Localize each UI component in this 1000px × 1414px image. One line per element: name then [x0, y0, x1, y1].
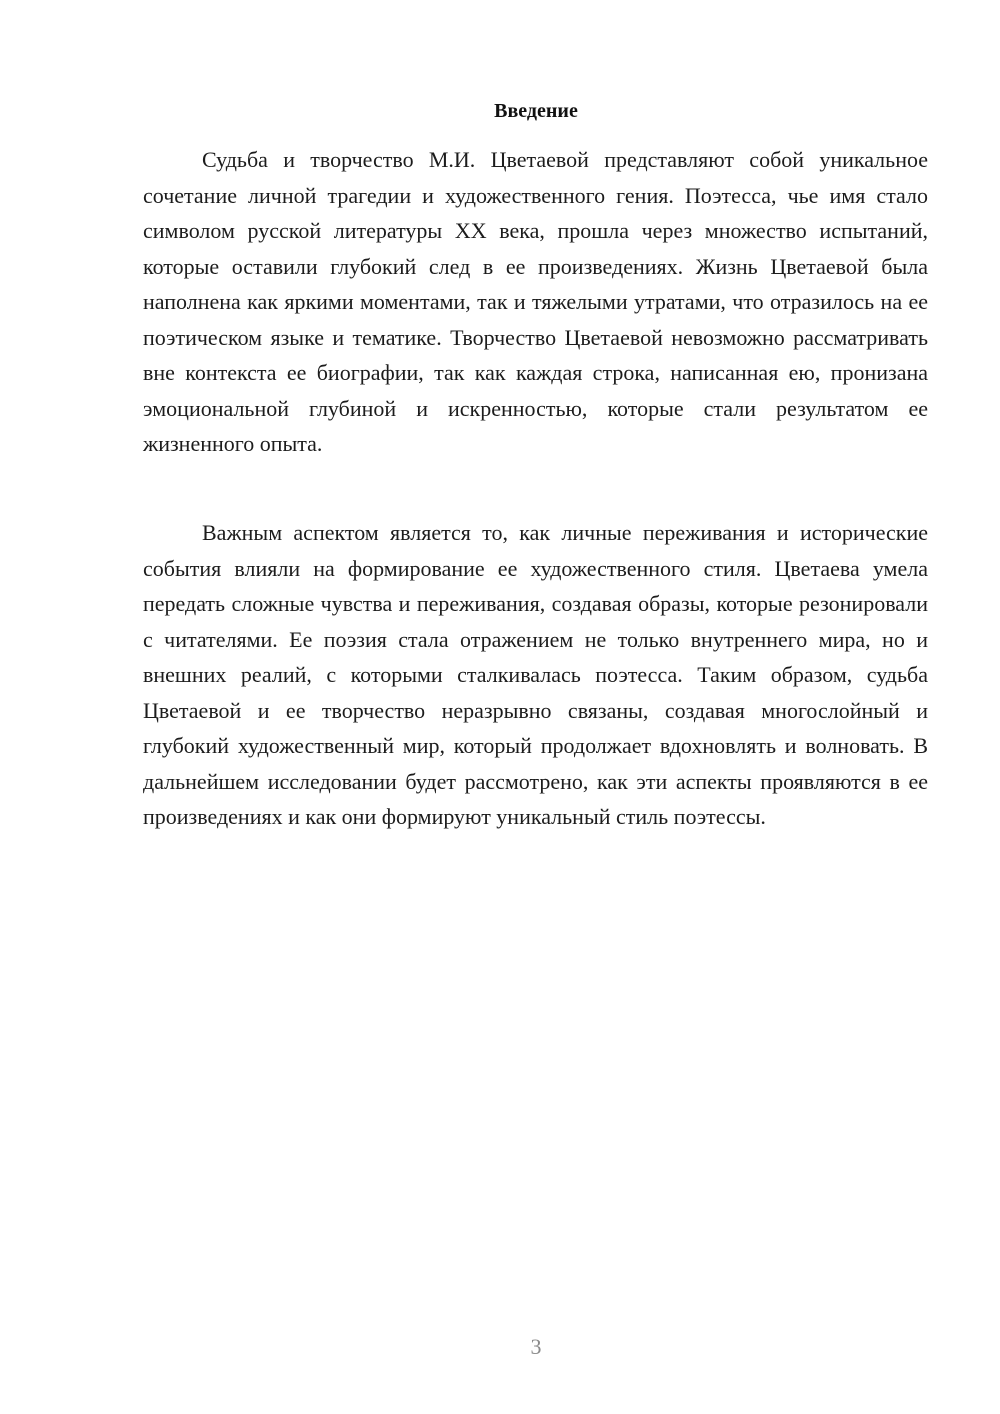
page-number: 3	[530, 1334, 542, 1359]
section-heading: Введение	[494, 100, 578, 122]
paragraph-1: Судьба и творчество М.И. Цветаевой представляют собой уникальное сочетание личной трагедии и художественного гения. Поэтесса, чье имя стало символом русской литературы XX века, прошла через множество испытаний, которые оставили глубокий след в ее произведениях. Жизнь Цветаевой была наполнена как яркими моментами, так и тяжелыми утратами, что отразилось на ее поэтическом языке и тематике. Творчество Цветаевой невозможно рассматривать вне контекста ее биографии, так как каждая строка, написанная ею, пронизана эмоциональной глубиной и искренностью, которые стали результатом ее жизненного опыта.	[143, 147, 928, 456]
paragraph-2: Важным аспектом является то, как личные переживания и исторические события влияли на формирование ее художественного стиля. Цветаева умела передать сложные чувства и переживания, создавая образы, которые резонировали с читателями. Ее поэзия стала отражением не только внутреннего мира, но и внешних реалий, с которыми сталкивалась поэтесса. Таким образом, судьба Цветаевой и ее творчество неразрывно связаны, создавая многослойный и глубокий художественный мир, который продолжает вдохновлять и волновать. В дальнейшем исследовании будет рассмотрено, как эти аспекты проявляются в ее произведениях и как они формируют уникальный стиль поэтессы.	[143, 520, 928, 829]
